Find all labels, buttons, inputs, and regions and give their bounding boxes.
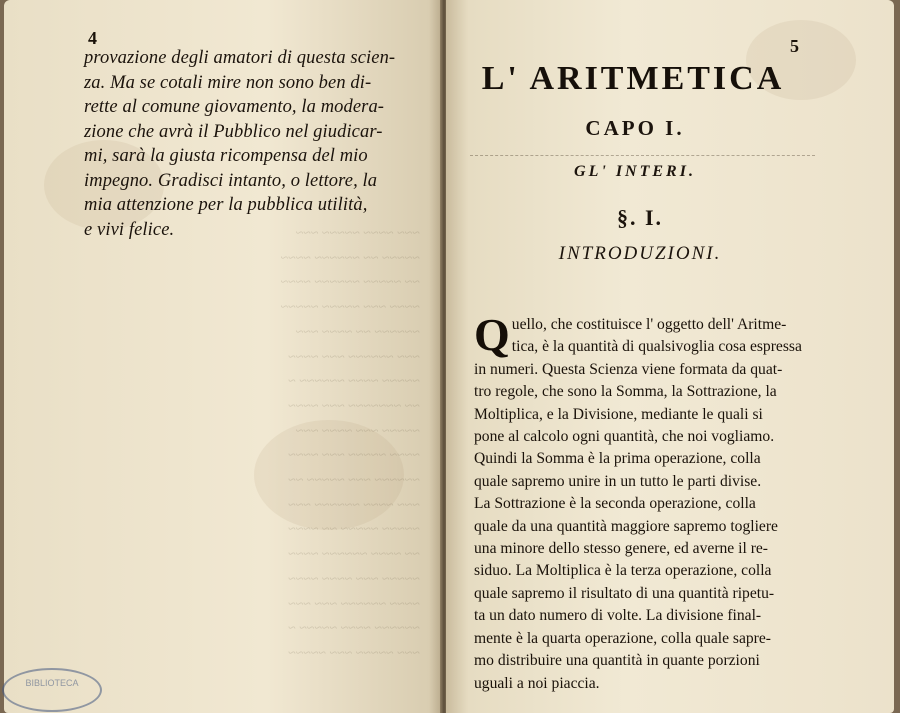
text-line: mi, sarà la giusta ricompensa del mio <box>84 146 368 166</box>
text-line: Quindi la Somma è la prima operazione, colla <box>474 450 761 468</box>
chapter-subheading: GL' INTERI. <box>574 163 696 180</box>
text-line: rette al comune giovamento, la modera- <box>84 97 385 117</box>
text-line: quale sapremo unire in un tutto le parti divise. <box>474 472 762 490</box>
text-line: Moltiplica, e la Divisione, mediante le quali si <box>474 405 763 423</box>
text-line: mo distribuire una quantità in quante porzioni <box>474 652 760 670</box>
drop-cap: Q <box>474 309 510 360</box>
page-number-right: 5 <box>790 36 799 56</box>
left-page-text <box>84 46 428 242</box>
section-title: INTRODUZIONI. <box>558 243 722 264</box>
text-line: mia attenzione per la pubblica utilità, <box>84 195 368 215</box>
divider <box>470 155 815 157</box>
text-line: uguali a noi piaccia. <box>474 674 600 692</box>
section-number: §. I. <box>616 205 664 230</box>
library-stamp <box>2 668 102 712</box>
page-number-left: 4 <box>88 28 97 48</box>
text-line: siduo. La Moltiplica è la terza operazione, colla <box>474 562 772 580</box>
text-line: e vivi felice. <box>84 219 175 240</box>
text-line: La Sottrazione è la seconda operazione, colla <box>474 495 756 513</box>
text-line: tica, è la quantità di qualsivoglia cosa espressa <box>511 338 802 356</box>
text-line: quale da una quantità maggiore sapremo togliere <box>474 517 778 535</box>
chapter-heading: CAPO I. <box>585 116 685 140</box>
stamp-text: BIBLIOTECA <box>25 678 79 688</box>
text-line: pone al calcolo ogni quantità, che noi vogliamo. <box>474 428 775 446</box>
text-line: impegno. Gradisci intanto, o lettore, la <box>84 170 378 191</box>
text-line: ta un dato numero di volte. La divisione final- <box>474 607 762 625</box>
text-line: quale sapremo il risultato di una quantità ripetu- <box>474 584 775 602</box>
right-page-text <box>474 309 824 695</box>
text-line: za. Ma se cotali mire non sono ben di- <box>84 72 372 93</box>
text-line: mente è la quarta operazione, colla quale sapre- <box>474 629 771 647</box>
text-line: tro regole, che sono la Somma, la Sottrazione, la <box>474 383 777 401</box>
text-line: uello, che costituisce l' oggetto dell' Aritme- <box>511 316 787 333</box>
book-title: L' ARITMETICA <box>481 60 785 97</box>
text-line: una minore dello stesso genere, ed averne il re- <box>474 540 768 558</box>
text-line: in numeri. Questa Scienza viene formata da quat- <box>474 360 783 378</box>
text-line: zione che avrà il Pubblico nel giudicar- <box>84 121 383 142</box>
text-line: provazione degli amatori di questa scien- <box>84 48 396 68</box>
bleed-through-text: ~~~ ~~~~ ~~~~~ ~~~ ~~~~~ ~~ ~~~~~~ ~~~~ ~~ ~~~~~ ~~~~~~ ~~~~ ~~~~ ~~~ ~~~~~ ~~~~~ ~~~~~~ ~~ ~~~~ ~~~ ~~~ ~~~~~~ ~~~ ~~~~ ~~~~~ ~~~~ ~~~~~~ ~ ~~ ~~~~~~~ ~~~ ~~~~ ~~~~~ ~~~ ~~~~ ~~~ ~~~~ ~~~~~ ~~~ ~~~~ ~~~~~~ ~~~ ~~~~~ ~~ ~~~ ~~~~ ~~~~~~ ~~~ ~~~~~ ~~~~~ ~~ ~~~~ ~~ ~~~~ ~~~~~~ ~~~~ ~~~~~ ~~~ ~~~~ ~~~~ ~~~~ ~~~~~~ ~~~ ~~~ ~~~~~~ ~~~~ ~~~~~ ~ ~~~ ~~~~~ ~~~ ~~~~~ <box>280 226 420 661</box>
